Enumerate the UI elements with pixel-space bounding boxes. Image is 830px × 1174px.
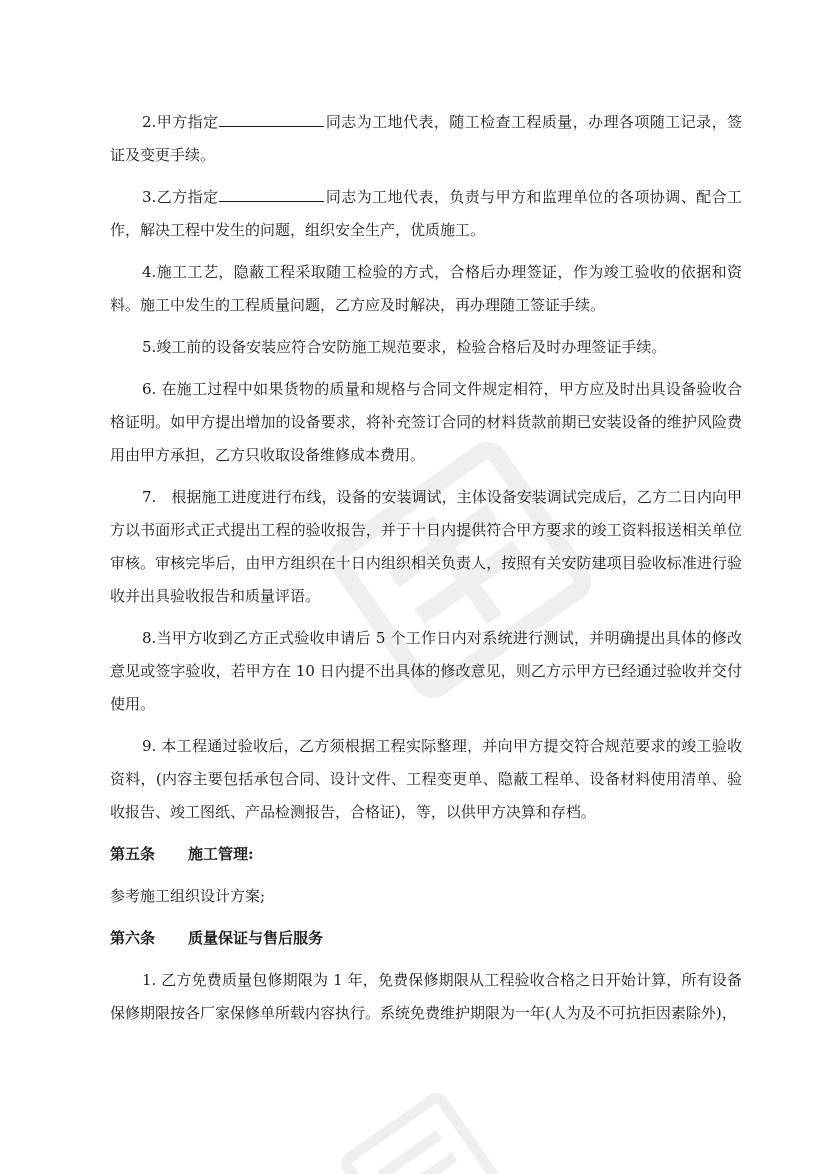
article-6-number: 第六条 <box>110 929 156 947</box>
clause-4: 4.施工工艺，隐蔽工程采取随工检验的方式，合格后办理签证，作为竣工验收的依据和资料。施工中发生的工程质量问题，乙方应及时解决，再办理随工签证手续。 <box>110 263 742 314</box>
clause-2-lead: 2.甲方指定 <box>142 113 219 131</box>
clause-6: 6. 在施工过程中如果货物的质量和规格与合同文件规定相符，甲方应及时出具设备验收合格证明。如甲方提出增加的设备要求，将补充签订合同的材料货款前期已安装设备的维护风险费用由甲方承担，乙方只收取设备维修成本费用。 <box>110 380 742 464</box>
clause-7: 7. 根据施工进度进行布线，设备的安装调试，主体设备安装调试完成后，乙方二日内向甲方以书面形式正式提出工程的验收报告，并于十日内提供符合甲方要求的竣工资料报送相关单位审核。审核完毕后，由甲方组织在十日内组织相关负责人，按照有关安防建项目验收标准进行验收并出具验收报告和质量评语。 <box>110 488 742 605</box>
clause-3-lead: 3.乙方指定 <box>142 188 219 206</box>
clause-9: 9. 本工程通过验收后，乙方须根据工程实际整理，并向甲方提交符合规范要求的竣工验收资料，(内容主要包括承包合同、设计文件、工程变更单、隐蔽工程单、设备材料使用清单、验收报告、竣工图纸、产品检测报告，合格证)，等，以供甲方决算和存档。 <box>110 737 742 821</box>
blank-field-b-representative <box>219 185 324 202</box>
clause-2-text: 同志为工地代表，随工检查工程质量，办理各项随工记录，签证及变更手续。 <box>110 113 742 164</box>
clause-2 <box>110 106 742 172</box>
blank-field-a-representative <box>219 110 324 127</box>
article-6-item-1: 1. 乙方免费质量包修期限为 1 年，免费保修期限从工程验收合格之日开始计算，所有设备保修期限按各厂家保修单所载内容执行。系统免费维护期限为一年(人为及不可抗拒因素除外)， <box>110 971 742 1022</box>
article-5-heading <box>110 838 742 871</box>
clause-5: 5.竣工前的设备安装应符合安防施工规范要求，检验合格后及时办理签证手续。 <box>142 338 667 356</box>
document-body <box>110 106 742 1039</box>
article-5-number: 第五条 <box>110 845 156 863</box>
article-6-heading <box>110 922 742 955</box>
article-5-title: 施工管理: <box>188 845 254 863</box>
clause-3-text: 同志为工地代表，负责与甲方和监理单位的各项协调、配合工作，解决工程中发生的问题，组织安全生产，优质施工。 <box>110 188 742 239</box>
clause-8: 8.当甲方收到乙方正式验收申请后 5 个工作日内对系统进行测试，并明确提出具体的修改意见或签字验收，若甲方在 10 日内提不出具体的修改意见，则乙方示甲方已经通过验收并交付使用。 <box>110 629 742 713</box>
watermark-icon-bottom <box>330 1080 510 1174</box>
clause-3 <box>110 181 742 247</box>
article-6-title: 质量保证与售后服务 <box>188 929 324 947</box>
article-5-body: 参考施工组织设计方案; <box>110 887 266 905</box>
